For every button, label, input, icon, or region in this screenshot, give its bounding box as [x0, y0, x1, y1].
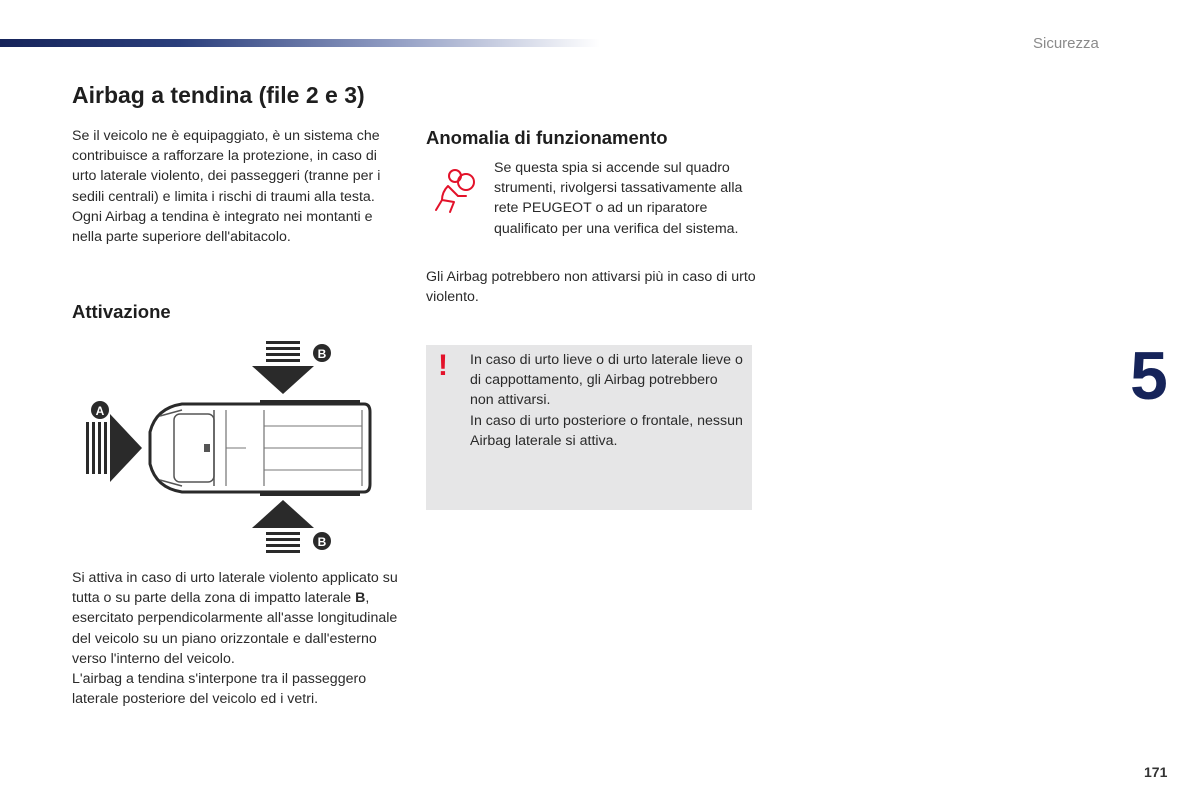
anomaly-heading: Anomalia di funzionamento — [426, 127, 668, 148]
chapter-number: 5 — [1130, 338, 1168, 414]
arrow-b-top — [252, 341, 331, 394]
anomaly-note: Se questa spia si accende sul quadro strumenti, rivolgersi tassativamente alla rete PEUGEOT o ad un riparatore qualificato per una verifica del sistema. — [494, 160, 743, 237]
activation-text — [72, 568, 402, 709]
van-top-view-illustration — [86, 338, 386, 556]
exclamation-icon: ! — [438, 349, 448, 382]
activation-text-part-2: , esercitato perpendicolarmente all'asse longitudinale del veicolo su un piano orizzontale e dall'esterno verso l'interno del veicolo. — [72, 590, 398, 667]
page-title: Airbag a tendina (file 2 e 3) — [72, 82, 365, 108]
warning-paragraph-1: In caso di urto lieve o di urto laterale lieve o di cappottamento, gli Airbag potrebbero non attivarsi. — [470, 352, 743, 409]
section-name: Sicurezza — [1033, 35, 1099, 52]
label-b-bottom: B — [317, 535, 327, 549]
activation-text-part-1: Si attiva in caso di urto laterale violento applicato su tutta o su parte della zona di impatto laterale — [72, 570, 398, 607]
arrow-a — [86, 401, 142, 482]
arrow-b-bottom — [252, 500, 331, 553]
airbag-note: Gli Airbag potrebbero non attivarsi più in caso di urto violento. — [426, 269, 756, 306]
airbag-warning-light-icon — [428, 166, 478, 216]
intro-paragraph-2: Ogni Airbag a tendina è integrato nei montanti e nella parte superiore dell'abitacolo. — [72, 208, 373, 246]
label-b-top: B — [317, 347, 327, 361]
warning-paragraph-2: In caso di urto posteriore o frontale, nessun Airbag laterale si attiva. — [470, 412, 743, 449]
intro-paragraph-1: Se il veicolo ne è equipaggiato, è un sistema che contribuisce a rafforzare la protezione, in caso di urto laterale violento, dei passeggeri (tranne per i sedili centrali) e limita i rischi di traumi alla testa. — [72, 128, 381, 205]
page-number: 171 — [1144, 764, 1168, 780]
impact-zone-diagram — [86, 338, 386, 556]
zone-b-label: B — [355, 590, 366, 607]
warning-text — [470, 350, 745, 451]
activation-heading: Attivazione — [72, 301, 171, 322]
airbag-warning-light-svg — [428, 166, 478, 216]
label-a: A — [95, 404, 105, 418]
warning-box — [426, 345, 752, 510]
header-gradient-bar — [0, 39, 600, 47]
activation-paragraph-2: L'airbag a tendina s'interpone tra il passeggero laterale posteriore del veicolo ed i vetri. — [72, 671, 367, 708]
intro-text — [72, 126, 402, 247]
van-outline — [150, 400, 370, 496]
